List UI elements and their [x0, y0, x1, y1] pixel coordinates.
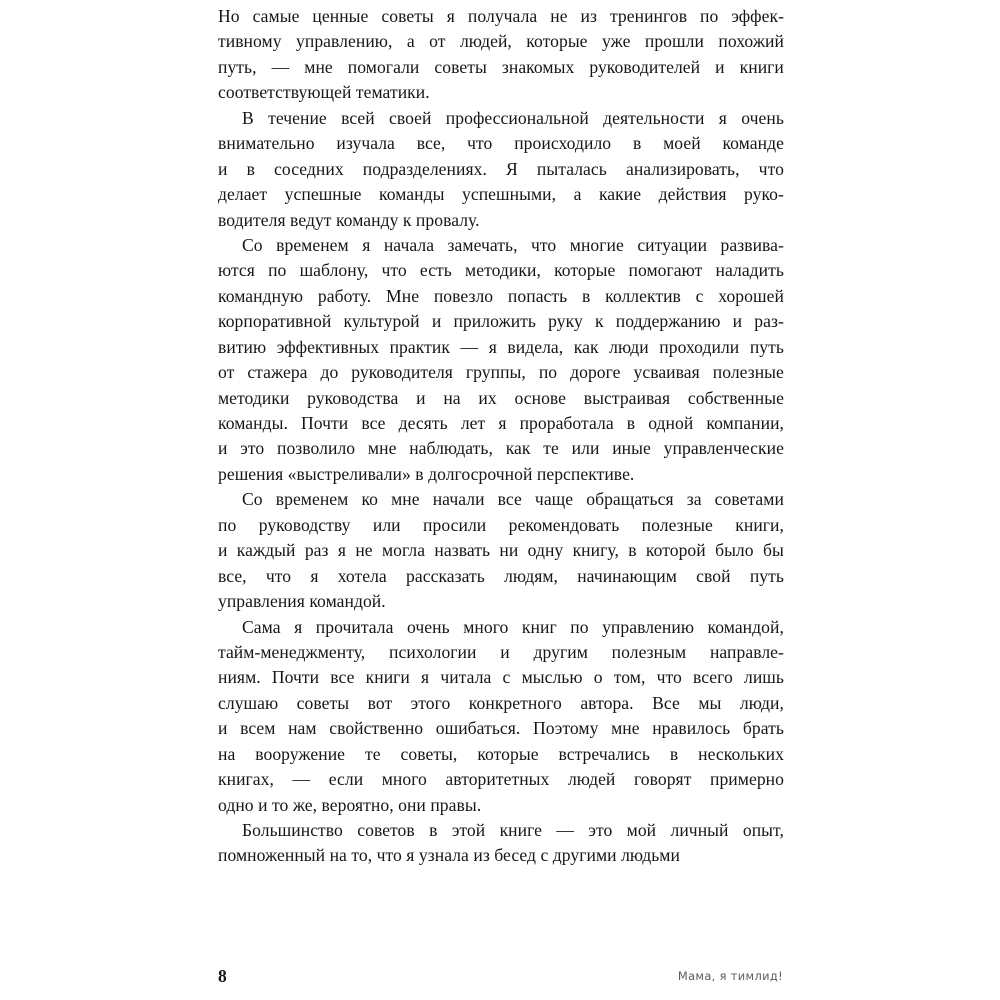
- text-line: управления командой.: [218, 591, 386, 612]
- text-line: одно и то же, вероятно, они правы.: [218, 794, 482, 815]
- text-line: Сама я прочитала очень много книг по управлению командой,: [242, 616, 784, 637]
- text-line: все, что я хотела рассказать людям, начинающим свой путь: [218, 565, 784, 586]
- text-line: Большинство советов в этой книге — это мой личный опыт,: [242, 820, 784, 840]
- text-line: помноженный на то, что я узнала из бесед с другими людьми: [218, 845, 680, 866]
- text-line: книгах, — если много авторитетных людей говорят примерно: [218, 769, 784, 790]
- paragraph: [218, 4, 784, 106]
- text-line: команды. Почти все десять лет я проработала в одной компании,: [218, 413, 784, 433]
- paragraph: [218, 233, 784, 487]
- text-line: ниям. Почти все книги я читала с мыслью о том, что всего лишь: [218, 667, 784, 688]
- text-line: и всем нам свойственно ошибаться. Поэтому мне нравилось брать: [218, 718, 784, 739]
- text-line: по руководству или просили рекомендовать полезные книги,: [218, 514, 784, 535]
- text-line: водителя ведут команду к провалу.: [218, 209, 480, 230]
- running-title: Мама, я тимлид!: [677, 969, 783, 983]
- text-line: путь, — мне помогали советы знакомых руководителей и книги: [218, 56, 784, 77]
- text-line: В течение всей своей профессиональной деятельности я очень: [242, 107, 784, 128]
- text-line: на вооружение те советы, которые встречались в нескольких: [218, 743, 784, 764]
- text-line: Но самые ценные советы я получала не из тренингов по эффек-: [218, 6, 784, 26]
- paragraph: [218, 106, 784, 233]
- paragraph: [218, 487, 784, 614]
- text-line: тивному управлению, а от людей, которые уже прошли похожий: [218, 31, 784, 52]
- text-line: делает успешные команды успешными, а какие действия руко-: [218, 184, 784, 205]
- text-line: корпоративной культурой и приложить руку к поддержанию и раз-: [218, 311, 784, 332]
- text-line: от стажера до руководителя группы, по дороге усваивая полезные: [218, 362, 784, 383]
- text-line: решения «выстреливали» в долгосрочной перспективе.: [218, 463, 635, 484]
- page-footer: [218, 962, 783, 986]
- text-line: и в соседних подразделениях. Я пыталась анализировать, что: [218, 158, 784, 179]
- text-line: соответствующей тематики.: [218, 82, 430, 103]
- paragraph: [218, 615, 784, 819]
- text-line: тайм-менеджменту, психологии и другим полезным направле-: [218, 641, 784, 662]
- text-line: ются по шаблону, что есть методики, которые помогают наладить: [218, 260, 784, 281]
- paragraph: [218, 818, 784, 869]
- text-line: и это позволило мне наблюдать, как те или иные управленческие: [218, 438, 784, 459]
- text-line: и каждый раз я не могла назвать ни одну книгу, в которой было бы: [218, 540, 784, 561]
- text-line: Со временем ко мне начали все чаще обращаться за советами: [242, 489, 784, 510]
- text-line: методики руководства и на их основе выстраивая собственные: [218, 387, 784, 408]
- text-line: Со временем я начала замечать, что многие ситуации развива-: [242, 234, 784, 255]
- text-line: командную работу. Мне повезло попасть в коллектив с хорошей: [218, 285, 784, 306]
- text-line: слушаю советы вот этого конкретного автора. Все мы люди,: [218, 692, 784, 713]
- text-line: внимательно изучала все, что происходило в моей команде: [218, 133, 784, 154]
- body-text-column: [218, 4, 784, 869]
- page-number: 8: [218, 966, 227, 986]
- text-line: витию эффективных практик — я видела, как люди проходили путь: [218, 336, 784, 357]
